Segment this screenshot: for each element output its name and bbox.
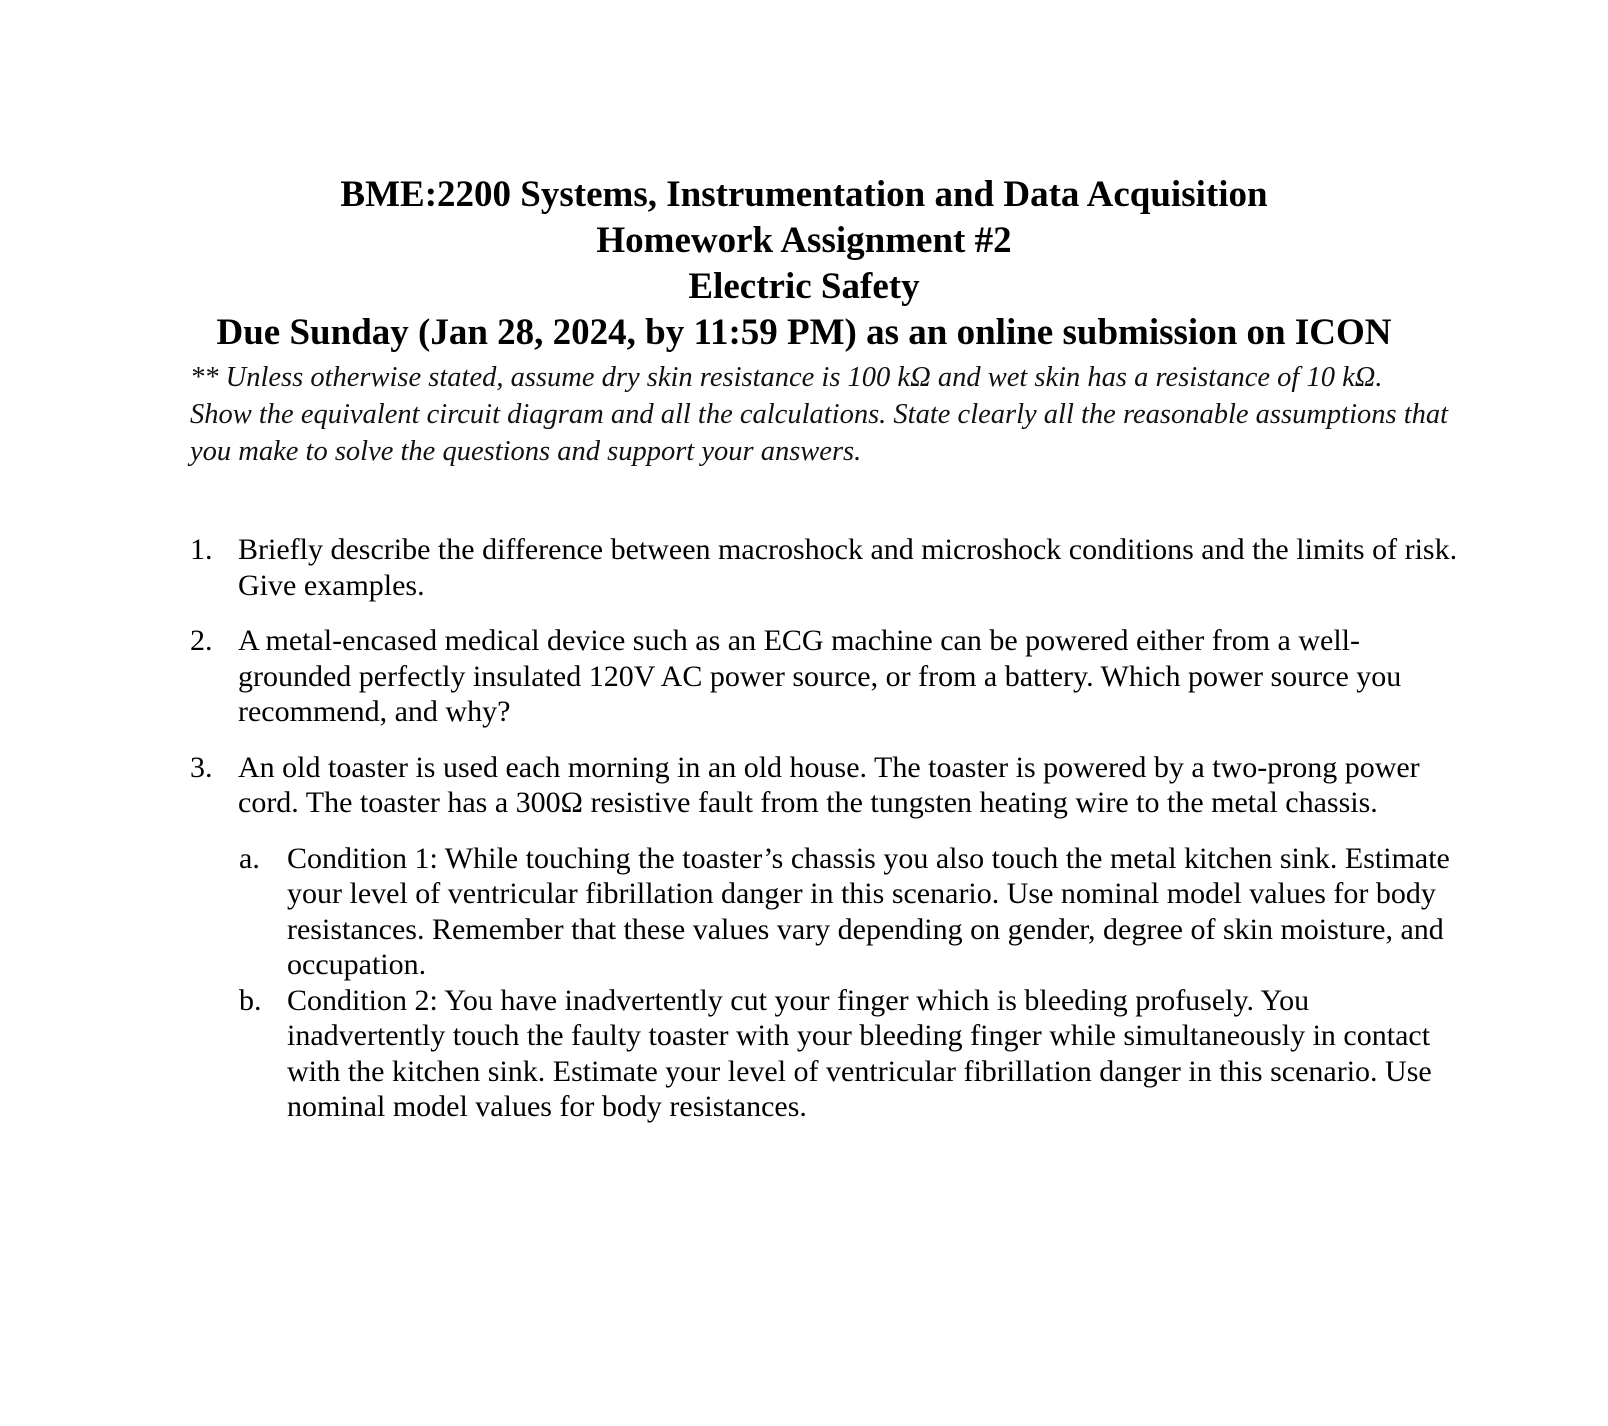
question-3 bbox=[190, 750, 1460, 821]
question-list bbox=[190, 532, 1460, 1125]
instructions-note: ** Unless otherwise stated, assume dry skin resistance is 100 kΩ and wet skin has a resistance of 10 kΩ. Show the equivalent circuit diagram and all the calculations. State clearly all the reasonable assumptions that you make to solve the questions and support your answers. bbox=[190, 362, 1449, 467]
question-2 bbox=[190, 623, 1460, 730]
question-3-part-a bbox=[190, 841, 1460, 983]
question-text: An old toaster is used each morning in an old house. The toaster is powered by a two-prong power cord. The toaster has a 300Ω resistive fault from the tungsten heating wire to the metal chassis. bbox=[238, 750, 1420, 819]
question-text: A metal-encased medical device such as an ECG machine can be powered either from a well-grounded perfectly insulated 120V AC power source, or from a battery. Which power source you recommend, and why? bbox=[238, 624, 1402, 728]
part-letter: a. bbox=[239, 841, 260, 875]
course-title: BME:2200 Systems, Instrumentation and Data Acquisition bbox=[340, 174, 1268, 215]
due-date: Due Sunday (Jan 28, 2024, by 11:59 PM) as an online submission on ICON bbox=[216, 312, 1392, 353]
document-header bbox=[0, 172, 1608, 356]
topic-title: Electric Safety bbox=[688, 266, 920, 307]
question-3-parts bbox=[190, 841, 1460, 1125]
question-1 bbox=[190, 532, 1460, 603]
question-text: Briefly describe the difference between macroshock and microshock conditions and the limits of risk. Give examples. bbox=[238, 533, 1458, 602]
assignment-title: Homework Assignment #2 bbox=[596, 220, 1012, 261]
question-number: 2. bbox=[190, 624, 213, 657]
question-3-part-b bbox=[190, 983, 1460, 1125]
part-letter: b. bbox=[239, 983, 262, 1017]
part-text: Condition 2: You have inadvertently cut your finger which is bleeding profusely. You inadvertently touch the faulty toaster with your bleeding finger while simultaneously in contact with the kitchen sink. Estimate your level of ventricular fibrillation danger in this scenario. Use nominal model values for body resistances. bbox=[287, 983, 1432, 1123]
question-number: 1. bbox=[190, 533, 213, 566]
question-number: 3. bbox=[190, 750, 213, 784]
part-text: Condition 1: While touching the toaster’s chassis you also touch the metal kitchen sink. Estimate your level of ventricular fibrillation danger in this scenario. Use nominal model values for body resistances. Remember that these values vary depending on gender, degree of skin moisture, and occupation. bbox=[287, 841, 1450, 981]
